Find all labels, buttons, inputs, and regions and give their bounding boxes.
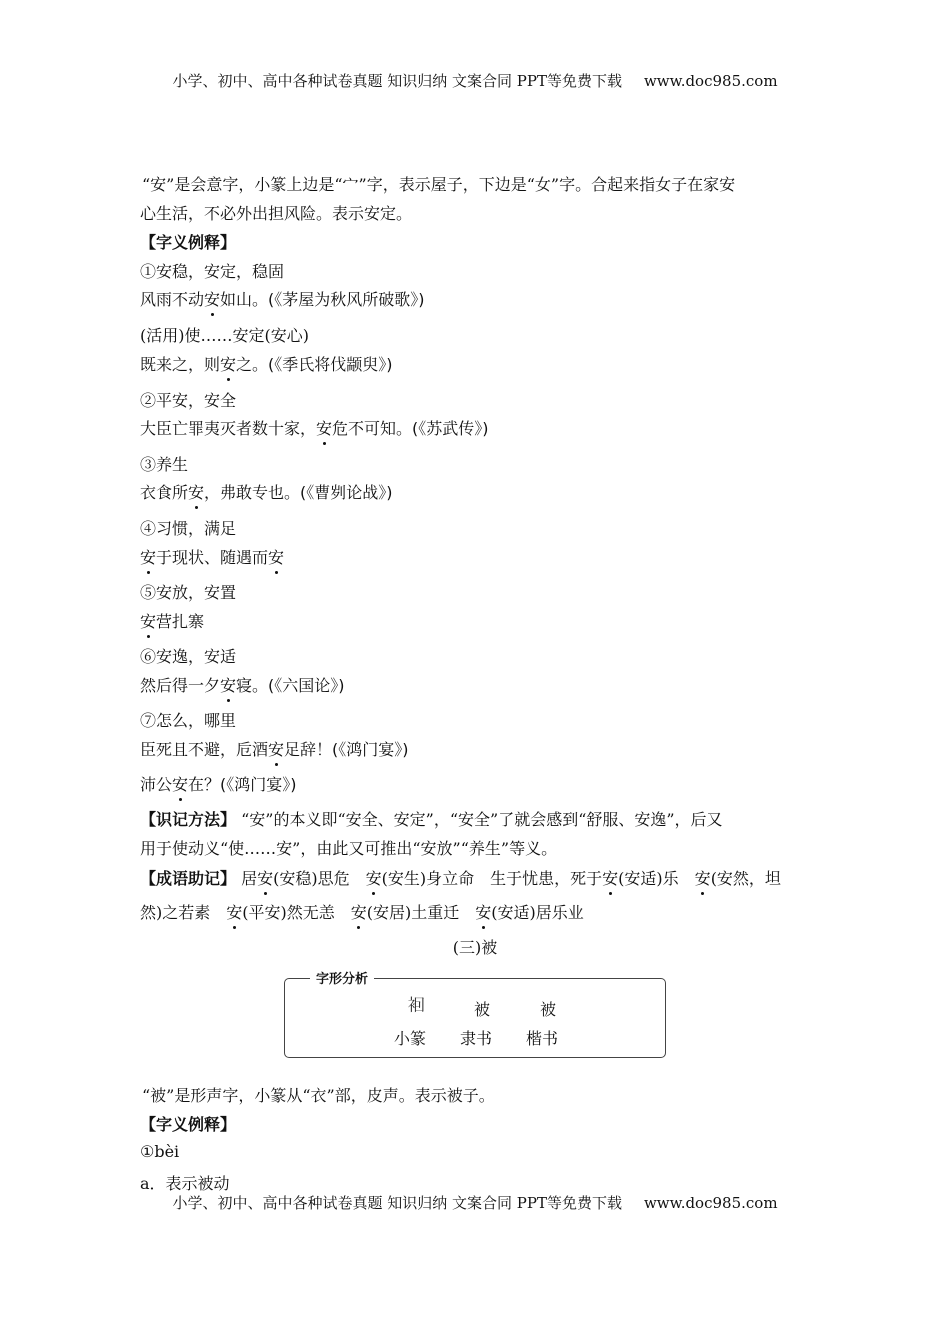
an-sense-2: ②平安，安全: [140, 391, 237, 410]
glyph-analysis-label: 字形分析: [310, 968, 374, 987]
script-label-seal: 小篆: [393, 1029, 426, 1048]
an-example-2: 大臣亡罪夷灭者数十家，安危不可知。(《苏武传》): [140, 416, 489, 439]
page-header: [0, 70, 950, 91]
emphasis-char: 安: [475, 900, 491, 923]
emphasis-char: 安: [268, 737, 284, 760]
an-intro-line2: 心生活，不必外出担风险。表示安定。: [140, 204, 413, 223]
an-idiom-line2: 然)之若素 安(平安)然无恙 安(安居)土重迁 安(安适)居乐业: [140, 900, 584, 923]
section-title-bei: (三)被: [452, 938, 498, 957]
bei-heading: 【字义例释】: [140, 1115, 237, 1134]
clerical-script-glyph: 被: [473, 1000, 490, 1019]
page-footer: [0, 1192, 950, 1213]
emphasis-char: 安: [316, 416, 332, 439]
emphasis-char: 安: [140, 609, 156, 632]
footer-site: www.doc985.com: [643, 1194, 778, 1212]
an-sense-7: ⑦怎么，哪里: [140, 711, 237, 730]
an-sense-4: ④习惯，满足: [140, 519, 237, 538]
regular-script-glyph: 被: [539, 1000, 556, 1019]
emphasis-char: 安: [226, 900, 242, 923]
bei-intro: “被”是形声字，小篆从“衣”部，皮声。表示被子。: [142, 1086, 495, 1105]
emphasis-char: 安: [257, 866, 273, 889]
an-example-5: 安营扎寨: [140, 609, 204, 632]
seal-script-glyph: 𧙊: [407, 996, 425, 1016]
an-example-7: 臣死且不避，卮酒安足辞！(《鸿门宴》): [140, 737, 409, 760]
script-label-clerical: 隶书: [459, 1029, 492, 1048]
header-site: www.doc985.com: [643, 72, 778, 90]
script-label-regular: 楷书: [525, 1029, 558, 1048]
an-example-1: 风雨不动安如山。(《茅屋为秋风所破歌》): [140, 287, 425, 310]
emphasis-char: 安: [204, 287, 220, 310]
an-example-4: 安于现状、随遇而安: [140, 545, 284, 568]
an-idiom-line1: 【成语助记】 居安(安稳)思危 安(安生)身立命 生于忧患，死于安(安适)乐 安(安然，坦: [140, 866, 781, 889]
emphasis-char: 安: [602, 866, 618, 889]
an-intro-line1: “安”是会意字，小篆上边是“宀”字，表示屋子，下边是“女”字。合起来指女子在家安: [142, 175, 736, 194]
emphasis-char: 安: [140, 545, 156, 568]
an-sense-1: ①安稳，安定，稳固: [140, 262, 285, 281]
emphasis-char: 安: [220, 352, 236, 375]
an-example-1b: 既来之，则安之。(《季氏将伐颛臾》): [140, 352, 393, 375]
an-heading: 【字义例释】: [140, 233, 237, 252]
bei-sense-1: ①bèi: [140, 1142, 180, 1161]
memo-tag: 【识记方法】: [140, 810, 237, 829]
an-memo-line1: 【识记方法】 “安”的本义即“安全、安定”，“安全”了就会感到“舒服、安逸”，后又: [140, 810, 723, 829]
an-memo-line2: 用于使动义“使……安”，由此又可推出“安放”“养生”等义。: [140, 839, 558, 858]
emphasis-char: 安: [366, 866, 382, 889]
emphasis-char: 安: [268, 545, 284, 568]
footer-promo: 小学、初中、高中各种试卷真题 知识归纳 文案合同 PPT等免费下载: [172, 1194, 622, 1212]
idiom-tag: 【成语助记】: [140, 869, 237, 888]
an-sense-5: ⑤安放，安置: [140, 583, 237, 602]
emphasis-char: 安: [351, 900, 367, 923]
emphasis-char: 安: [172, 772, 188, 795]
emphasis-char: 安: [188, 480, 204, 503]
header-promo: 小学、初中、高中各种试卷真题 知识归纳 文案合同 PPT等免费下载: [172, 72, 622, 90]
an-sense-6: ⑥安逸，安适: [140, 647, 237, 666]
an-sense-3: ③养生: [140, 455, 189, 474]
bei-sense-1a: a．表示被动: [140, 1174, 230, 1193]
an-example-6: 然后得一夕安寝。(《六国论》): [140, 673, 345, 696]
an-example-7b: 沛公安在？(《鸿门宴》): [140, 772, 297, 795]
an-sense-1b: (活用)使……安定(安心): [140, 326, 309, 345]
an-example-3: 衣食所安，弗敢专也。(《曹刿论战》): [140, 480, 393, 503]
emphasis-char: 安: [220, 673, 236, 696]
emphasis-char: 安: [695, 866, 711, 889]
